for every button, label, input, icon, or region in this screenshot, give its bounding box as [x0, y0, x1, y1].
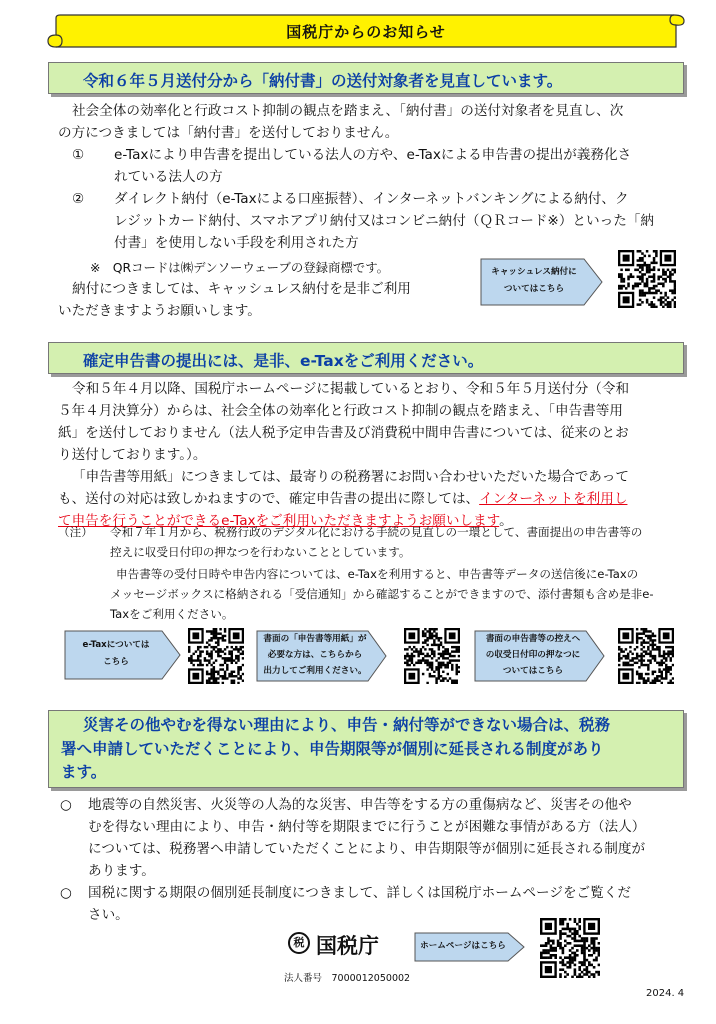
- list-item: [60, 882, 700, 926]
- section3-heading-line2: 署へ申請していただくことにより、申告期限等が個別に延長される制度があり: [61, 739, 604, 758]
- b2-line2: さい。: [88, 907, 129, 923]
- note1-line2: 控えに収受日付印の押なつを行わないこととしています。: [110, 545, 411, 559]
- cashless-payment-link-button[interactable]: [480, 258, 604, 306]
- cashless-qr-code[interactable]: [618, 250, 676, 308]
- homepage-qr-code[interactable]: [540, 918, 600, 978]
- para2-end: 。: [499, 513, 513, 529]
- closing-line-1: 納付につきましては、キャッシュレス納付を是非ご利用: [72, 281, 411, 297]
- section1-intro-1: 社会全体の効率化と行政コスト抑制の観点を踏まえ、「納付書」の送付対象者を見直し、次: [72, 103, 624, 119]
- etax-link-button[interactable]: [64, 630, 182, 680]
- receipt-stamp-link-button[interactable]: [474, 630, 606, 682]
- section3-heading: [48, 710, 684, 788]
- item2-line-3: 付書」を使用しない手段を利用された方: [114, 235, 359, 251]
- section2-heading-text: 確定申告書の提出には、是非、e-Taxをご利用ください。: [83, 352, 484, 370]
- b1-line1: 地震等の自然災害、火災等の人為的な災害、申告等をする方の重傷病など、災害その他や: [88, 797, 632, 813]
- homepage-link-button[interactable]: [414, 932, 526, 962]
- list-item: [58, 144, 698, 188]
- stamp-button-line-1: 書面の申告書等の控えへ: [485, 634, 581, 644]
- section2-body: [58, 378, 698, 532]
- list-item: [60, 794, 700, 882]
- section2-para1-line1: 令和５年４月以降、国税庁ホームページに掲載しているとおり、令和５年５月送付分（令和: [72, 381, 630, 397]
- section3-heading-line1: 災害その他やむを得ない理由により、申告・納付等ができない場合は、税務: [83, 716, 611, 734]
- b1-line2: むを得ない理由により、申告・納付等を期限までに行うことが困難な事情がある方（法人）: [88, 819, 646, 835]
- list-item: [58, 188, 698, 254]
- qr-trademark-note: ※ QRコードは㈱デンソーウェーブの登録商標です。: [90, 260, 389, 275]
- b1-line4: あります。: [88, 863, 155, 879]
- section1-heading-text: 令和６年５月送付分から「納付書」の送付対象者を見直しています。: [83, 72, 563, 90]
- note2-line3: Taxをご利用ください。: [110, 607, 234, 621]
- notice-banner: [46, 12, 686, 52]
- corporate-number: 法人番号 7000012050002: [284, 973, 411, 984]
- nta-logo-mark: 税: [288, 932, 310, 954]
- stamp-button-line-2: の収受日付印の押なつに: [485, 650, 581, 660]
- banner-title: 国税庁からのお知らせ: [286, 23, 446, 41]
- note-label: （注）: [58, 525, 93, 539]
- nta-logo: [284, 930, 404, 960]
- etax-request-highlight-2: て申告を行うことができるe-Taxをご利用いただきますようお願いします: [58, 513, 500, 529]
- item2-line-2: レジットカード納付、スマホアプリ納付又はコンビニ納付（ＱＲコード※）といった「納: [114, 213, 654, 229]
- note2-line2: メッセージボックスに格納される「受信通知」から確認することができますので、添付書類も含め是非e-: [110, 587, 654, 601]
- receipt-stamp-qr-code[interactable]: [618, 628, 674, 684]
- form-download-link-button[interactable]: [256, 630, 388, 682]
- form-download-qr-code[interactable]: [404, 628, 460, 684]
- etax-qr-code[interactable]: [188, 628, 244, 684]
- para2-plain: も、送付の対応は致しかねますので、確定申告書の提出に際しては、: [58, 491, 480, 507]
- note2-line1: 申告書等の受付日時や申告内容については、e-Taxを利用すると、申告書等データの送信後にe-Taxの: [116, 567, 639, 581]
- section2-para1-line4: り送付しております。）。: [58, 447, 207, 463]
- closing-line-2: いただきますようお願いします。: [58, 303, 261, 319]
- cashless-button-line-1: キャッシュレス納付に: [491, 267, 577, 277]
- section3-heading-line3: ます。: [61, 763, 107, 781]
- stamp-button-line-3: ついてはこちら: [502, 666, 564, 676]
- item2-number: ②: [72, 191, 85, 207]
- etax-button-line-2: こちら: [103, 657, 129, 667]
- b1-line3: については、税務署へ申請していただくことにより、申告期限等が個別に延長される制度が: [88, 841, 646, 857]
- bullet-2: ○: [60, 885, 72, 901]
- item2-line-1: ダイレクト納付（e-Taxによる口座振替）、インターネットバンキングによる納付、ク: [114, 191, 629, 207]
- etax-request-highlight-1: インターネットを利用し: [479, 491, 628, 507]
- homepage-button-label: ホームページはこちら: [420, 941, 506, 951]
- section3-body: [60, 794, 700, 926]
- form-button-line-3: 出力してご利用ください。: [263, 666, 367, 676]
- etax-button-line-1: e-Taxについては: [82, 640, 150, 650]
- item1-line-1: e-Taxにより申告書を提出している法人の方や、e-Taxによる申告書の提出が義務化さ: [114, 147, 632, 163]
- item1-line-2: れている法人の方: [114, 169, 223, 185]
- section1-closing: [58, 278, 478, 322]
- nta-logo-text: 国税庁: [316, 934, 379, 958]
- section2-para2-line1: 「申告書等用紙」につきましては、最寄りの税務署にお問い合わせいただいた場合であって: [72, 469, 629, 485]
- cashless-button-line-2: ついてはこちら: [503, 284, 565, 294]
- section2-para1-line2: ５年４月決算分）からは、社会全体の効率化と行政コスト抑制の観点を踏まえ、「申告書等用: [58, 403, 623, 419]
- issue-date: 2024. 4: [646, 988, 685, 999]
- b2-line1: 国税に関する期限の個別延長制度につきまして、詳しくは国税庁ホームページをご覧くだ: [88, 885, 631, 901]
- section2-para2-line2: [58, 488, 698, 510]
- form-button-line-2: 必要な方は、こちらから: [267, 650, 363, 660]
- section2-heading: [48, 342, 684, 374]
- section1-intro-2: の方につきましては「納付書」を送付しておりません。: [58, 125, 399, 141]
- section1-body: [58, 100, 698, 254]
- section1-heading: [48, 62, 684, 94]
- form-button-line-1: 書面の「申告書等用紙」が: [263, 634, 367, 644]
- bullet-1: ○: [60, 797, 72, 813]
- note1-line1: 令和７年１月から、税務行政のデジタル化における手続の見直しの一環として、書面提出の申告書等の: [110, 525, 643, 539]
- section2-notes: [58, 522, 708, 624]
- item1-number: ①: [72, 147, 85, 163]
- section2-para1-line3: 紙」を送付しておりません（法人税予定申告書及び消費税中間申告書については、従来のとお: [58, 425, 629, 441]
